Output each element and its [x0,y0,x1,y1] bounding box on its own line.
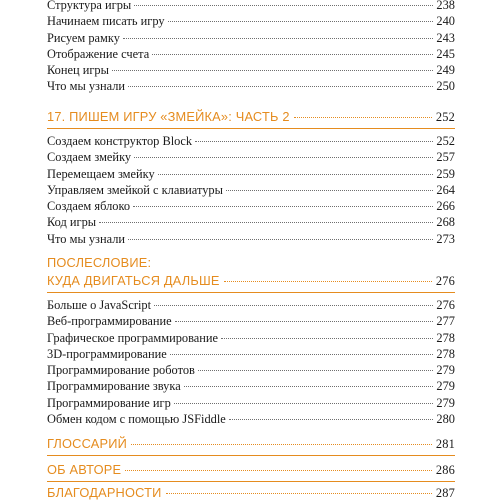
toc-entry[interactable] [47,198,455,214]
chapter-title: 17. ПИШЕМ ИГРУ «ЗМЕЙКА»: ЧАСТЬ 2 [47,109,290,124]
dot-leader [198,370,434,371]
toc-entry-page: 266 [436,199,455,214]
chapter-page: 286 [435,463,455,477]
dot-leader [128,86,433,87]
toc-entry-label: Структура игры [47,0,132,12]
toc-thanks [47,484,455,502]
toc-entry[interactable] [47,166,455,182]
toc-entry-label: Перемещаем змейку [47,166,155,181]
toc-entry[interactable] [47,182,455,198]
dot-leader [224,281,432,282]
dot-leader [226,190,433,191]
toc-entry-page: 268 [436,215,455,230]
toc-entry-page: 277 [436,314,455,329]
toc-entry-label: Больше о JavaScript [47,298,152,312]
toc-entry[interactable] [47,362,455,378]
toc-entry-page: 250 [436,79,455,94]
chapter-heading[interactable] [47,272,455,290]
toc-entry-page: 278 [436,330,455,345]
toc-entry-label: Отображение счета [47,46,150,61]
toc-entry-label: Программирование игр [47,395,171,410]
toc-entry-page: 243 [436,30,455,45]
dot-leader [125,470,432,471]
toc-section-top [47,0,455,95]
chapter-heading[interactable] [47,108,455,126]
chapter-rule [47,128,455,129]
toc-entry-label: Начинаем писать игру [47,14,165,29]
afterword-title-line1: ПОСЛЕСЛОВИЕ: [47,255,152,270]
dot-leader [158,174,434,175]
toc-entry[interactable] [47,395,455,411]
dot-leader [229,419,434,420]
toc-entry-page: 264 [436,182,455,197]
chapter-title: КУДА ДВИГАТЬСЯ ДАЛЬШЕ [47,273,220,288]
toc-entry-page: 245 [436,46,455,61]
chapter-page: 281 [435,437,455,451]
dot-leader [134,157,433,158]
toc-entry-label: Веб-программирование [47,314,172,329]
toc-entry[interactable] [47,133,455,149]
toc-entry[interactable] [47,313,455,329]
toc-entry-label: Графическое программирование [47,330,219,345]
toc-entry-page: 240 [436,14,455,29]
toc-entry-page: 279 [436,363,455,378]
toc-entry-label: Создаем яблоко [47,199,131,214]
toc-entry-page: 280 [436,412,455,427]
toc-entry[interactable] [47,0,455,13]
toc-entry[interactable] [47,330,455,346]
toc-entry-page: 238 [436,0,455,12]
toc-entry-label: Код игры [47,215,97,230]
toc-entry[interactable] [47,214,455,230]
dot-leader [133,206,433,207]
toc-entry-label: Рисуем рамку [47,30,120,45]
dot-leader [154,305,433,306]
toc-entry[interactable] [47,78,455,94]
dot-leader [195,141,433,142]
dot-leader [134,5,433,6]
toc-entry-page: 259 [436,166,455,181]
toc-entry[interactable] [47,297,455,313]
toc-entry-label: Создаем конструктор Block [47,134,193,148]
dot-leader [221,338,433,339]
dot-leader [99,222,433,223]
chapter-page: 276 [435,274,455,288]
dot-leader [152,54,433,55]
chapter-title: ОБ АВТОРЕ [47,462,122,477]
toc-entry-label: Управляем змейкой с клавиатуры [47,182,223,197]
toc-entry-page: 276 [436,298,455,312]
chapter-heading[interactable] [47,435,455,453]
toc-entry-page: 273 [436,231,455,246]
chapter-heading[interactable] [47,484,455,502]
toc-entry[interactable] [47,13,455,29]
dot-leader [170,354,434,355]
chapter-title: ГЛОССАРИЙ [47,436,128,451]
chapter-title: БЛАГОДАРНОСТИ [47,485,162,500]
toc-entry-label: Программирование звука [47,379,181,394]
chapter-rule [47,292,455,293]
toc-entry-label: Создаем змейку [47,150,132,165]
dot-leader [128,239,433,240]
toc-entry[interactable] [47,378,455,394]
toc-entry[interactable] [47,149,455,165]
toc-entry[interactable] [47,231,455,247]
chapter-heading[interactable] [47,461,455,479]
toc-entry-page: 257 [436,150,455,165]
toc-entry-page: 249 [436,63,455,78]
toc-entry-page: 252 [436,134,455,148]
dot-leader [175,321,434,322]
dot-leader [174,403,434,404]
chapter-page: 252 [435,110,455,124]
toc-about [47,461,455,486]
dot-leader [168,21,434,22]
toc-entry-label: 3D-программирование [47,346,167,361]
toc-afterword [47,254,455,427]
toc-entry[interactable] [47,30,455,46]
toc-entry-page: 279 [436,395,455,410]
dot-leader [131,444,432,445]
dot-leader [112,70,433,71]
dot-leader [123,38,434,39]
toc-entry-label: Программирование роботов [47,363,195,378]
toc-entry[interactable] [47,62,455,78]
toc-entry[interactable] [47,346,455,362]
toc-chapter-17 [47,108,455,247]
toc-glossary [47,435,455,460]
toc-entry[interactable] [47,411,455,427]
toc-entry-label: Что мы узнали [47,79,126,94]
dot-leader [294,117,432,118]
dot-leader [184,386,434,387]
dot-leader [166,493,432,494]
chapter-page: 287 [435,486,455,500]
chapter-rule [47,481,455,482]
toc-entry-label: Обмен кодом с помощью JSFiddle [47,412,226,427]
toc-entry-page: 278 [436,346,455,361]
toc-entry[interactable] [47,46,455,62]
toc-entry-label: Конец игры [47,63,109,78]
toc-entry-label: Что мы узнали [47,231,126,246]
chapter-rule [47,455,455,456]
toc-entry-page: 279 [436,379,455,394]
